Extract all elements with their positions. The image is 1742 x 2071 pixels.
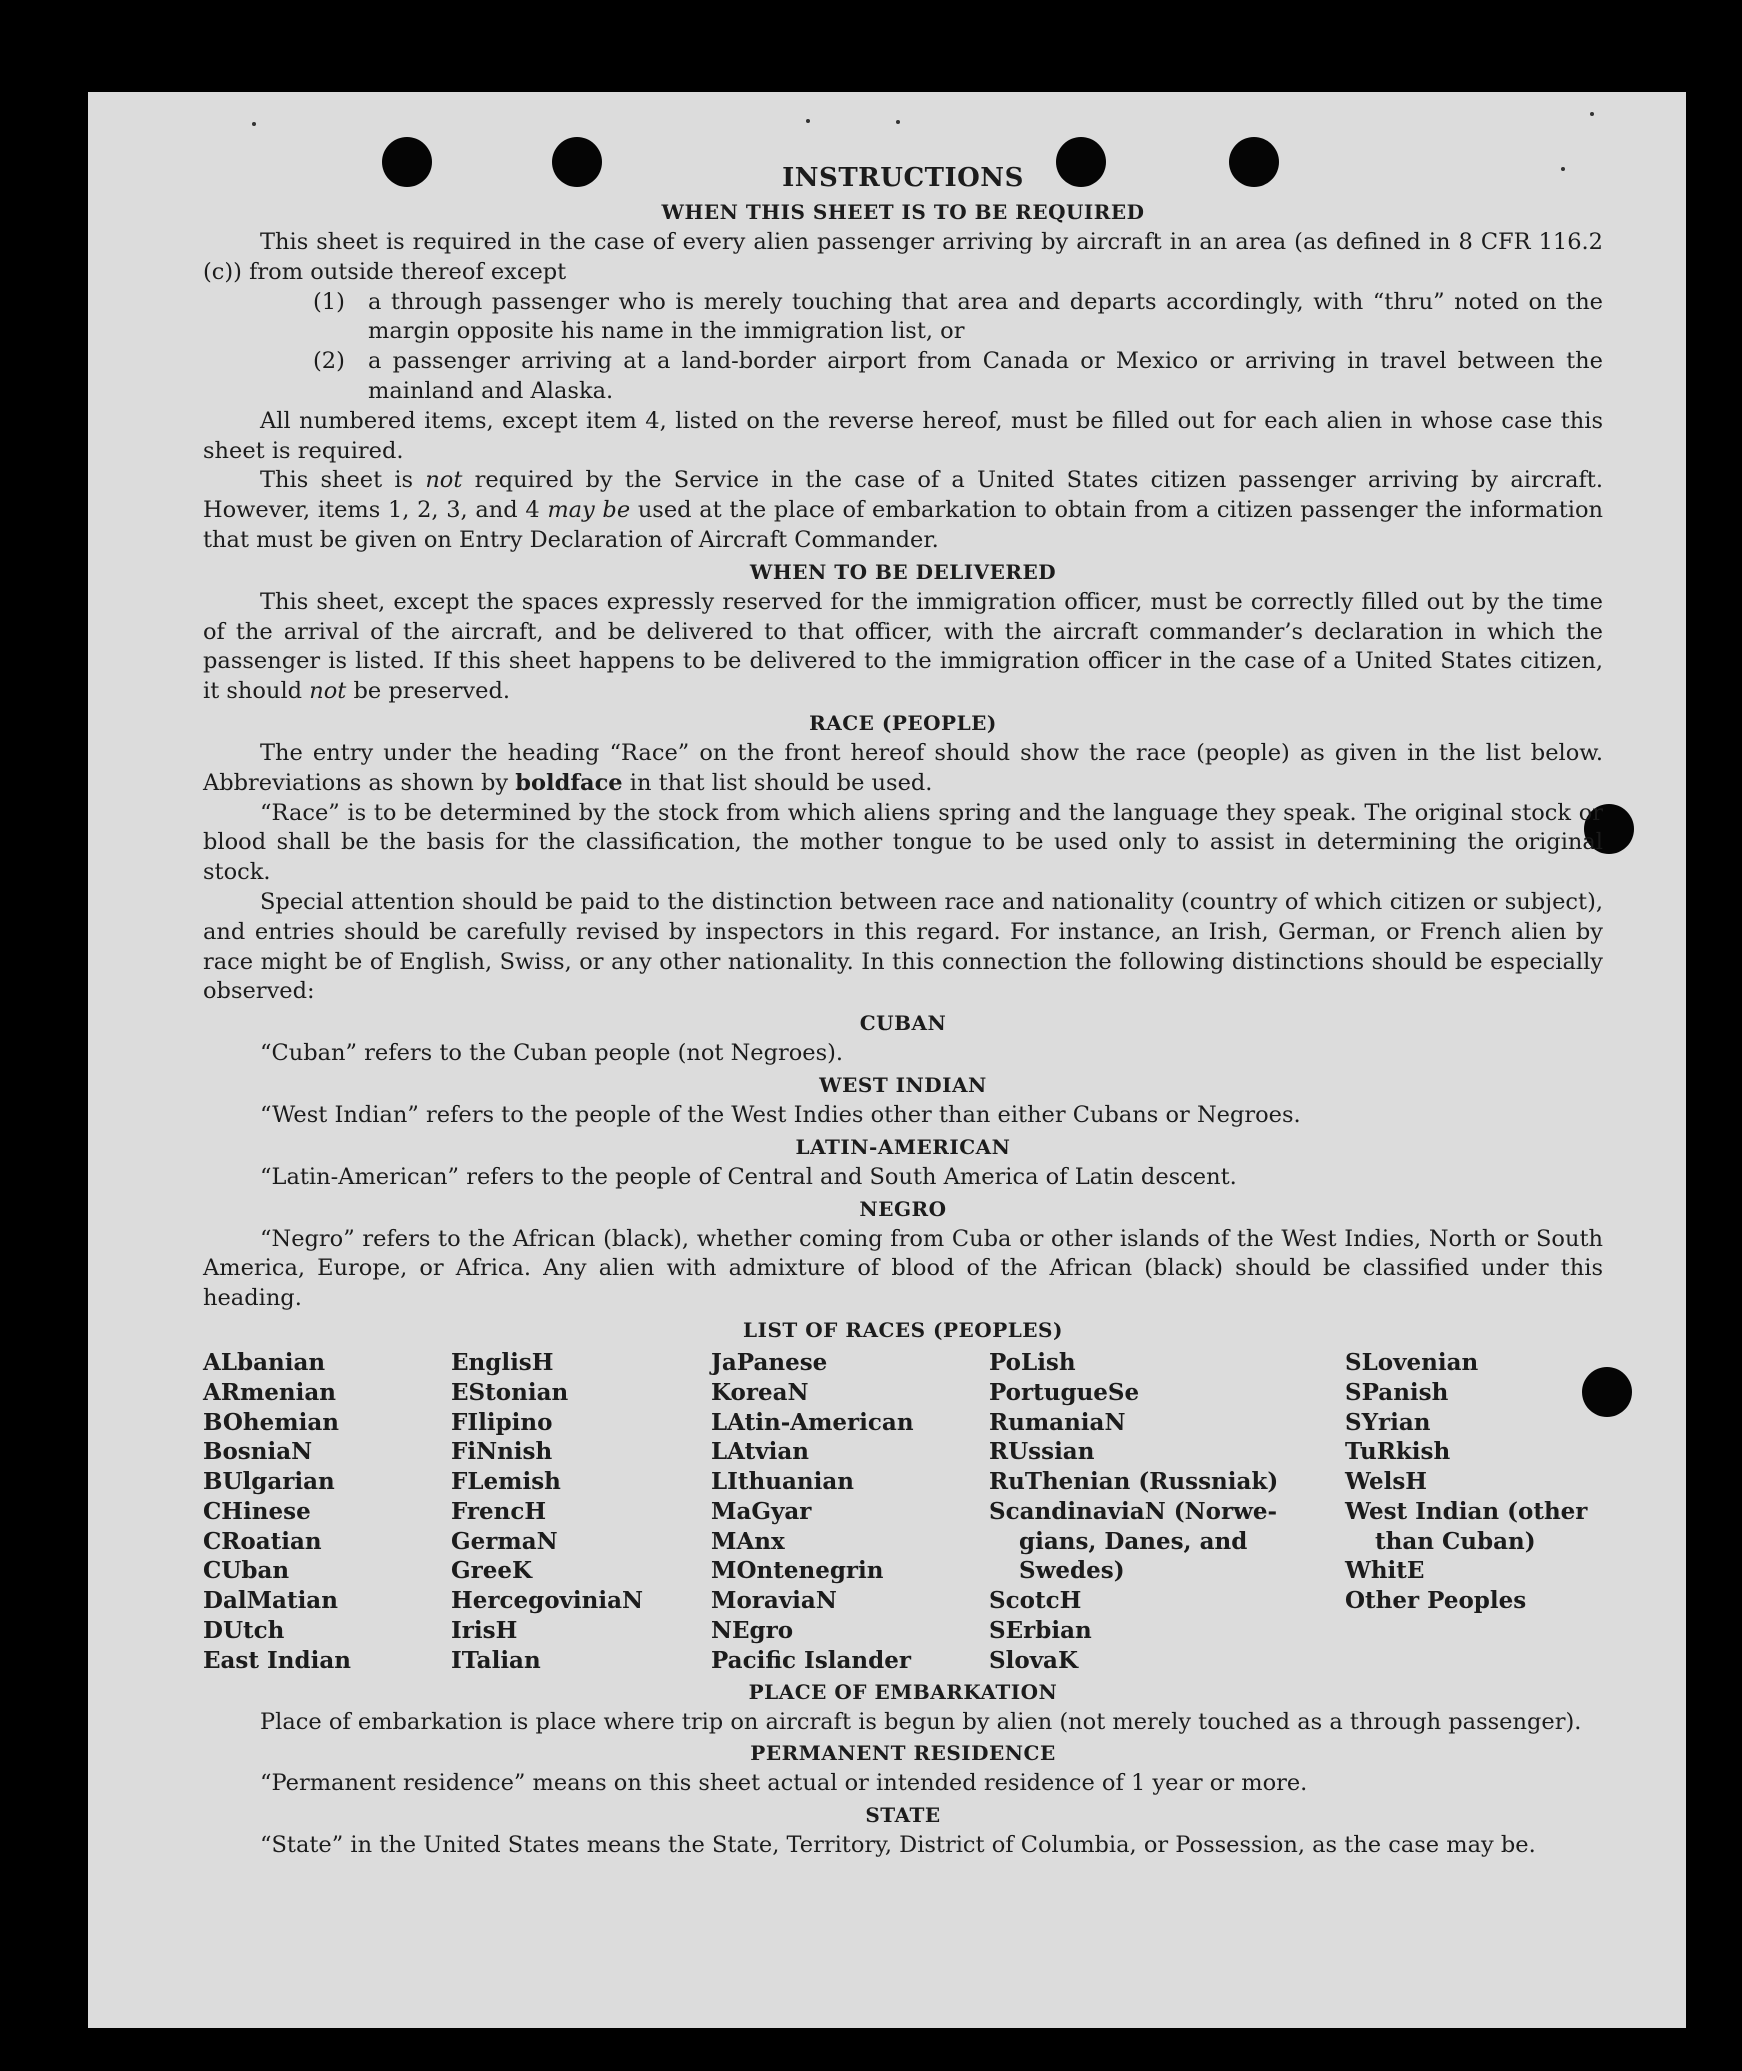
- section-heading-cuban: CUBAN: [859, 1011, 947, 1036]
- race-entry: SErbian: [989, 1617, 1092, 1645]
- race-entry: RuThenian (Russniak): [989, 1468, 1279, 1496]
- race-entry: HercegoviniaN: [451, 1587, 644, 1615]
- race-entry: NEgro: [711, 1617, 794, 1645]
- race-entry: GermaN: [451, 1527, 558, 1555]
- race-entry: RUssian: [989, 1438, 1095, 1466]
- speck: [252, 122, 256, 126]
- instructions-content: [203, 160, 1603, 1861]
- page-title: INSTRUCTIONS: [782, 163, 1024, 193]
- race-entry: gians, Danes, and: [1019, 1527, 1248, 1555]
- item-text: a through passenger who is merely touching that area and departs accordingly, with “thru” noted on the margin opposite his name in the immigration list, or: [368, 288, 1603, 345]
- race-entry: BOhemian: [203, 1408, 339, 1436]
- paragraph: [203, 739, 1603, 799]
- race-entry: TuRkish: [1345, 1438, 1451, 1466]
- race-entry: ScandinaviaN (Norwe-: [989, 1497, 1278, 1525]
- race-entry: East Indian: [203, 1646, 351, 1674]
- race-entry: KoreaN: [711, 1378, 809, 1406]
- races-column: [451, 1348, 711, 1676]
- race-entry: ITalian: [451, 1646, 541, 1674]
- race-entry: DUtch: [203, 1617, 285, 1645]
- paragraph: “Cuban” refers to the Cuban people (not Negroes).: [260, 1040, 844, 1067]
- section-heading-delivered: WHEN TO BE DELIVERED: [749, 559, 1057, 584]
- paragraph: Place of embarkation is place where trip on aircraft is begun by alien (not merely touched as a through passenger).: [260, 1708, 1582, 1735]
- item-text: a passenger arriving at a land-border airport from Canada or Mexico or arriving in travel between the mainland and Alaska.: [368, 348, 1603, 404]
- paragraph: “Permanent residence” means on this sheet actual or intended residence of 1 year or more.: [260, 1770, 1308, 1797]
- race-entry: ScotcH: [989, 1587, 1082, 1615]
- race-entry: RumaniaN: [989, 1408, 1126, 1436]
- race-entry: LIthuanian: [711, 1468, 854, 1496]
- paragraph: All numbered items, except item 4, listed on the reverse hereof, must be filled out for each alien in whose case this sheet is required.: [203, 407, 1603, 464]
- races-column: [203, 1348, 451, 1676]
- race-entry: DalMatian: [203, 1587, 338, 1615]
- race-entry: FIlipino: [451, 1408, 553, 1436]
- section-heading-race: RACE (PEOPLE): [809, 710, 997, 735]
- paragraph: “Race” is to be determined by the stock from which aliens spring and the language they speak. The original stock or blood shall be the basis for the classification, the mother tongue to be used only to assist in determining the original stock.: [203, 799, 1603, 886]
- section-heading-residence: PERMANENT RESIDENCE: [750, 1741, 1056, 1766]
- paragraph: Special attention should be paid to the distinction between race and nationality (country of which citizen or subject), and entries should be carefully revised by inspectors in this regard. For instance, an Irish, German, or French alien by race might be of English, Swiss, or any other nationality. In this connection the following distinctions should be especially observed:: [203, 888, 1603, 1005]
- text-fragment: This sheet is: [260, 467, 426, 494]
- race-entry: FiNnish: [451, 1438, 553, 1466]
- speck: [1590, 112, 1594, 116]
- race-entry: SlovaK: [989, 1646, 1078, 1674]
- paragraph: “State” in the United States means the State, Territory, District of Columbia, or Possession, as the case may be.: [260, 1832, 1536, 1859]
- race-entry: FLemish: [451, 1468, 561, 1496]
- text-fragment: This sheet, except the spaces expressly reserved for the immigration officer, must be correctly filled out by the time of the arrival of the aircraft, and be delivered to that officer, with the aircraft commander’s declaration in which the passenger is listed. If this sheet happens to be delivered to the immigration officer in the case of a United States citizen, it should: [203, 588, 1603, 705]
- race-entry: FrencH: [451, 1497, 547, 1525]
- race-entry: CUban: [203, 1557, 290, 1585]
- race-entry: WelsH: [1345, 1468, 1428, 1496]
- race-entry: PoLish: [989, 1348, 1076, 1376]
- race-entry: MAnx: [711, 1527, 785, 1555]
- race-entry: IrisH: [451, 1617, 518, 1645]
- race-entry: than Cuban): [1375, 1527, 1536, 1555]
- race-entry: MoraviaN: [711, 1587, 837, 1615]
- race-entry: BosniaN: [203, 1438, 313, 1466]
- section-heading-west-indian: WEST INDIAN: [819, 1072, 987, 1097]
- race-entry: Pacific Islander: [711, 1646, 911, 1674]
- section-heading-required: WHEN THIS SHEET IS TO BE REQUIRED: [661, 200, 1145, 224]
- races-column: [989, 1348, 1345, 1676]
- paragraph: “West Indian” refers to the people of the West Indies other than either Cubans or Negroes.: [260, 1101, 1301, 1128]
- race-entry: EnglisH: [451, 1348, 554, 1376]
- race-entry: BUlgarian: [203, 1468, 335, 1496]
- race-entry: WhitE: [1345, 1557, 1425, 1585]
- race-entry: CHinese: [203, 1497, 311, 1525]
- race-entry: LAtvian: [711, 1438, 809, 1466]
- race-entry: SLovenian: [1345, 1348, 1479, 1376]
- text-fragment: The entry under the heading “Race” on the front hereof should show the race (people) as given in the list below. Abbreviations as shown by: [203, 739, 1603, 796]
- race-entry: CRoatian: [203, 1527, 322, 1555]
- race-entry: EStonian: [451, 1378, 569, 1406]
- paragraph: “Negro” refers to the African (black), whether coming from Cuba or other islands of the West Indies, North or South America, Europe, or Africa. Any alien with admixture of blood of the African (black) should be classified under this heading.: [203, 1225, 1603, 1312]
- race-entry: SPanish: [1345, 1378, 1449, 1406]
- list-item: [203, 288, 1603, 348]
- speck: [896, 120, 900, 124]
- race-entry: ALbanian: [203, 1348, 326, 1376]
- race-entry: West Indian (other: [1345, 1497, 1588, 1525]
- race-entry: JaPanese: [711, 1348, 828, 1376]
- speck: [806, 119, 810, 123]
- paragraph: This sheet is required in the case of every alien passenger arriving by aircraft in an area (as defined in 8 CFR 116.2 (c)) from outside thereof except: [203, 229, 1603, 285]
- paragraph: “Latin-American” refers to the people of Central and South America of Latin descent.: [260, 1163, 1237, 1190]
- text-fragment: used at the place of embarkation to obtain from a citizen passenger the information that must be given on Entry Declaration of Aircraft Commander.: [203, 497, 1603, 553]
- race-entry: PortugueSe: [989, 1378, 1140, 1406]
- section-heading-list-of-races: LIST OF RACES (PEOPLES): [743, 1317, 1063, 1342]
- races-column: [1345, 1348, 1595, 1676]
- race-entry: GreeK: [451, 1557, 533, 1585]
- race-entry: MOntenegrin: [711, 1557, 884, 1585]
- list-item: [203, 347, 1603, 407]
- paragraph: [203, 466, 1603, 555]
- item-number: (1): [313, 288, 345, 315]
- italic-text: not: [309, 678, 347, 705]
- race-entry: SYrian: [1345, 1408, 1431, 1436]
- section-heading-embarkation: PLACE OF EMBARKATION: [748, 1679, 1058, 1704]
- race-entry: ARmenian: [203, 1378, 337, 1406]
- italic-text: may be: [547, 497, 631, 524]
- races-list: [203, 1348, 1603, 1676]
- section-heading-negro: NEGRO: [859, 1196, 947, 1221]
- text-fragment: be preserved.: [346, 678, 511, 705]
- paragraph: [203, 588, 1603, 707]
- race-entry: MaGyar: [711, 1497, 812, 1525]
- race-entry: Swedes): [1019, 1557, 1125, 1585]
- italic-text: not: [425, 467, 463, 494]
- race-entry: LAtin-American: [711, 1408, 914, 1436]
- race-entry: Other Peoples: [1345, 1587, 1527, 1615]
- bold-text: boldface: [515, 769, 623, 796]
- item-number: (2): [313, 348, 345, 375]
- text-fragment: in that list should be used.: [622, 769, 933, 796]
- section-heading-state: STATE: [865, 1803, 941, 1828]
- races-column: [711, 1348, 989, 1676]
- text-fragment: required by the Service in the case of a United States citizen passenger arriving by aircraft. However, items 1, 2, 3, and 4: [203, 467, 1604, 524]
- section-heading-latin-american: LATIN-AMERICAN: [795, 1134, 1011, 1159]
